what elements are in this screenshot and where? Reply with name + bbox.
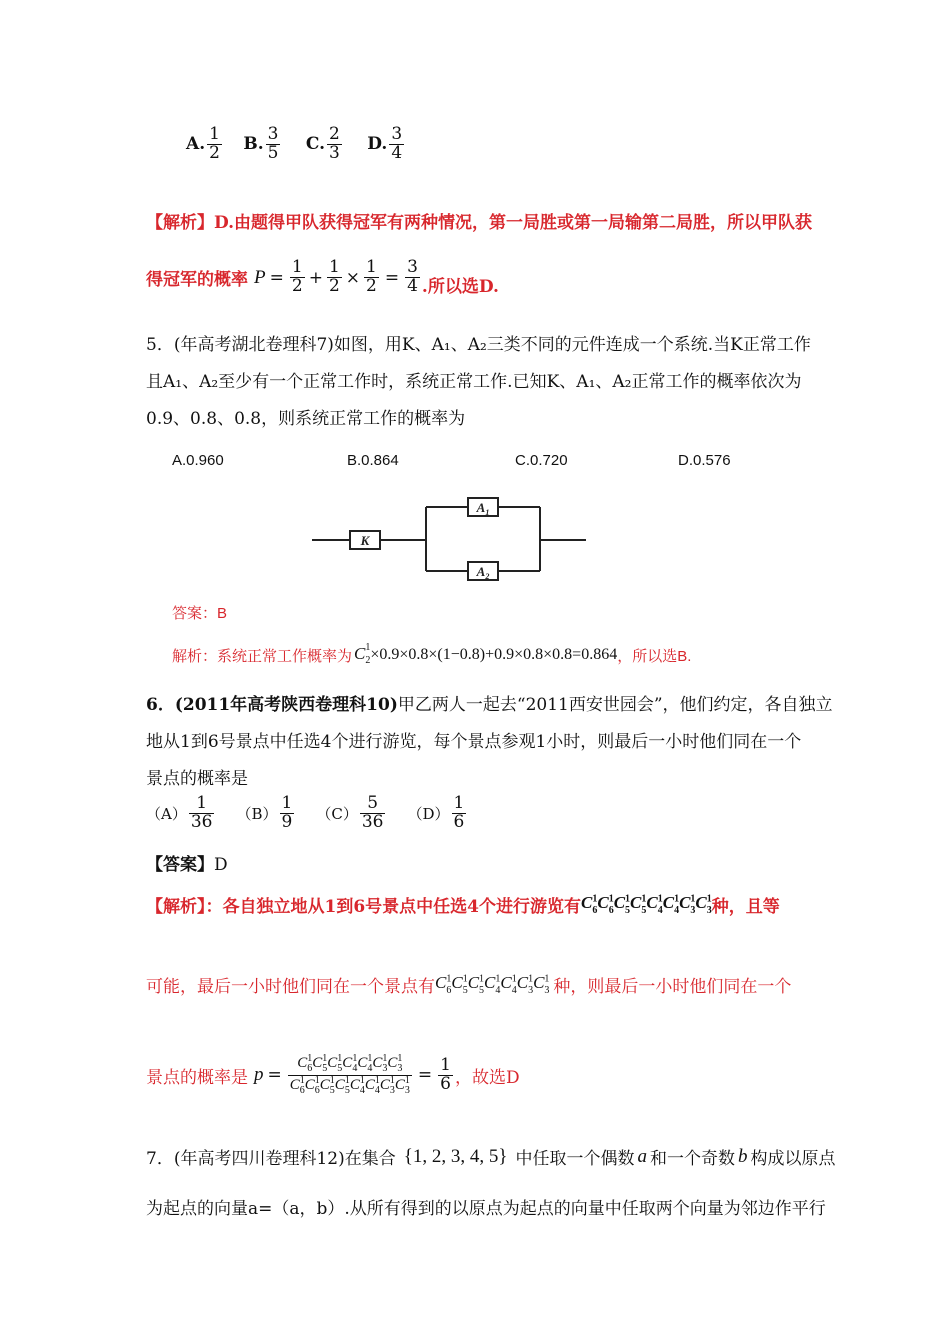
q6-analysis-line2: 可能，最后一小时他们同在一个景点有 $C^1_6C^1_5C^1_5C^1_4C^1_4C^1_3C^1_3$ 种，则最后一小时他们同在一个 [146,973,792,997]
component-a2-label: $A_2$ [476,564,490,581]
q4-option-b: B. $\frac{3}{5}$ [243,124,279,163]
q5-stem-line1: 5．(年高考湖北卷理科7)如图，用K、A₁、A₂三类不同的元件连成一个系统.当K正常工作 [146,335,811,355]
q4-analysis-line2: 得冠军的概率 P = $\frac{1}{2}$ + $\frac{1}{2}$ × $\frac{1}{2}$ = $\frac{3}{4}$ .所以选D. [146,257,499,297]
q7-stem-line1: 7．(年高考四川卷理科12)在集合 {1, 2, 3, 4, 5} 中任取一个偶数 a 和一个奇数 b 构成以原点 [146,1145,836,1169]
q5-option-b: B.0.864 [347,452,399,469]
q6-option-d: （D） $\frac{1}{6}$ [407,793,465,832]
q4-option-a: A. $\frac{1}{2}$ [186,124,220,163]
q5-stem-line2: 且A₁、A₂至少有一个正常工作时，系统正常工作.已知K、A₁、A₂正常工作的概率依次为 [146,372,802,392]
q6-options [146,795,468,832]
q5-analysis: 解析：系统正常工作概率为 $C^1_2$ ×0.9×0.8×(1−0.8)+0.9×0.8×0.8=0.864 ，所以选B. [172,642,692,667]
q6-option-c: （C） $\frac{5}{36}$ [316,793,384,832]
q4-option-d: D. $\frac{3}{4}$ [367,124,403,163]
q4-probability-formula: P = $\frac{1}{2}$ + $\frac{1}{2}$ × $\frac{1}{2}$ = $\frac{3}{4}$ [254,257,418,296]
q6-combination-product-2: $C^1_6C^1_5C^1_5C^1_4C^1_4C^1_3C^1_3$ [435,973,550,996]
q5-answer: 答案：B [172,605,228,622]
q5-option-c: C.0.720 [515,452,568,469]
q6-stem-line3: 景点的概率是 [146,769,248,789]
component-a1-label: $A_1$ [476,500,490,517]
component-k-label: K [360,533,370,548]
q6-answer: 【答案】D [146,855,228,875]
q5-circuit-diagram [310,490,590,585]
q5-option-d: D.0.576 [678,452,731,469]
q6-analysis-line1: 【解析】： 各自独立地从1到6号景点中任选4个进行游览有 $C^1_6C^1_6C^1_5C^1_5C^1_4C^1_4C^1_3C^1_3$ 种，且等 [146,893,780,917]
q4-option-c: C. $\frac{2}{3}$ [305,124,340,163]
q6-stem-line2: 地从1到6号景点中任选4个进行游览，每个景点参观1小时，则最后一小时他们同在一个 [146,732,802,752]
q6-combination-product-1: $C^1_6C^1_6C^1_5C^1_5C^1_4C^1_4C^1_3C^1_3$ [581,893,712,916]
q6-analysis-line3: 景点的概率是 p = $\frac{C^1_6C^1_5C^1_5C^1_4C^1_4C^1_3C^1_3}{C^1_6C^1_6C^1_5C^1_5C^1_4C^1_4C^1_3C^1_3}$ = $\frac{1}{6}$ ，故选D [146,1053,520,1096]
q6-stem-line1: 6．(2011年高考陕西卷理科10)甲乙两人一起去“2011西安世园会”，他们约定，各自独立 [146,695,833,715]
q4-analysis-line1: 【解析】D.由题得甲队获得冠军有两种情况，第一局胜或第一局输第二局胜，所以甲队获 [146,213,813,233]
q5-combination-symbol: $C^1_2$ [354,642,371,667]
q6-probability-formula: p = $\frac{C^1_6C^1_5C^1_5C^1_4C^1_4C^1_3C^1_3}{C^1_6C^1_6C^1_5C^1_5C^1_4C^1_4C^1_3C^1_3}$ = $\frac{1}{6}$ [254,1053,451,1096]
q7-set: {1, 2, 3, 4, 5} [403,1145,508,1167]
q4-options [186,126,406,163]
q5-stem-line3: 0.9、0.8、0.8，则系统正常工作的概率为 [146,409,466,429]
q7-stem-line2: 为起点的向量a=（a，b）.从所有得到的以原点为起点的向量中任取两个向量为邻边作平行 [146,1199,826,1219]
q5-option-a: A.0.960 [172,452,224,469]
q6-option-b: （B） $\frac{1}{9}$ [236,793,293,832]
q6-option-a: （A） $\frac{1}{36}$ [146,793,213,832]
